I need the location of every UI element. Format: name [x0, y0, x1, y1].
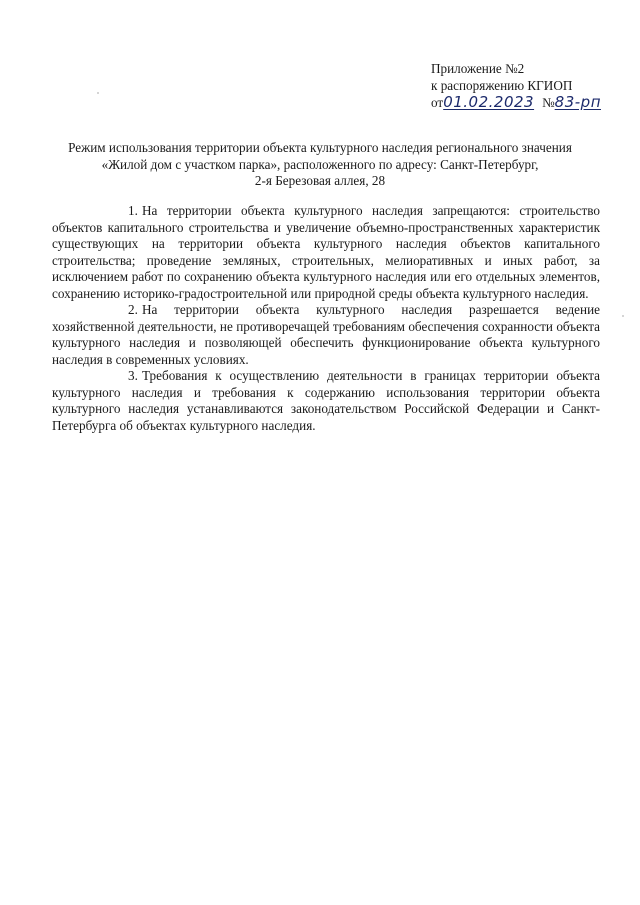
document-body	[52, 203, 600, 434]
title-line-3: 2-я Березовая аллея, 28	[254, 173, 386, 188]
appendix-date-line	[431, 94, 601, 111]
number-prefix: №	[542, 95, 555, 110]
handwritten-number: 83-рп	[554, 93, 601, 111]
paragraph-2	[52, 302, 600, 368]
document-title	[60, 140, 580, 190]
appendix-header	[431, 60, 601, 111]
paragraph-number: 3.	[128, 368, 138, 383]
paragraph-number: 1.	[128, 203, 138, 218]
paragraph-text: Требования к осуществлению деятельности в границах территории объекта культурного наследия и требования к содержанию использования территории объекта культурного наследия устанавливаются законодательством Российской Федерации и Санкт-Петербурга об объектах культурного наследия.	[52, 368, 600, 433]
paragraph-text: На территории объекта культурного наследия разрешается ведение хозяйственной деятельности, не противоречащей требованиям обеспечения сохранности объекта культурного наследия и позволяющей обеспечить функционирование объекта культурного наследия в современных условиях.	[52, 302, 600, 367]
handwritten-date: 01.02.2023	[443, 93, 535, 111]
paragraph-1	[52, 203, 600, 302]
scan-speck	[622, 315, 624, 317]
paragraph-number: 2.	[128, 302, 138, 317]
title-line-1: Режим использования территории объекта культурного наследия регионального значения	[68, 140, 572, 155]
appendix-label: Приложение №2	[431, 61, 525, 76]
date-prefix: от	[431, 95, 444, 110]
paragraph-text: На территории объекта культурного наследия запрещаются: строительство объектов капитального строительства и увеличение объемно-пространственных характеристик существующих на территории объекта культурного наследия объектов капитального строительства; проведение земляных, строительных, мелиоративных и иных работ, за исключением работ по сохранению объекта культурного наследия или его отдельных элементов, сохранению историко-градостроительной или природной среды объекта культурного наследия.	[52, 203, 600, 301]
title-line-2: «Жилой дом с участком парка», расположенного по адресу: Санкт-Петербург,	[101, 156, 539, 172]
paragraph-3	[52, 368, 600, 434]
appendix-order-ref: к распоряжению КГИОП	[431, 78, 573, 93]
scan-speck	[97, 92, 99, 94]
